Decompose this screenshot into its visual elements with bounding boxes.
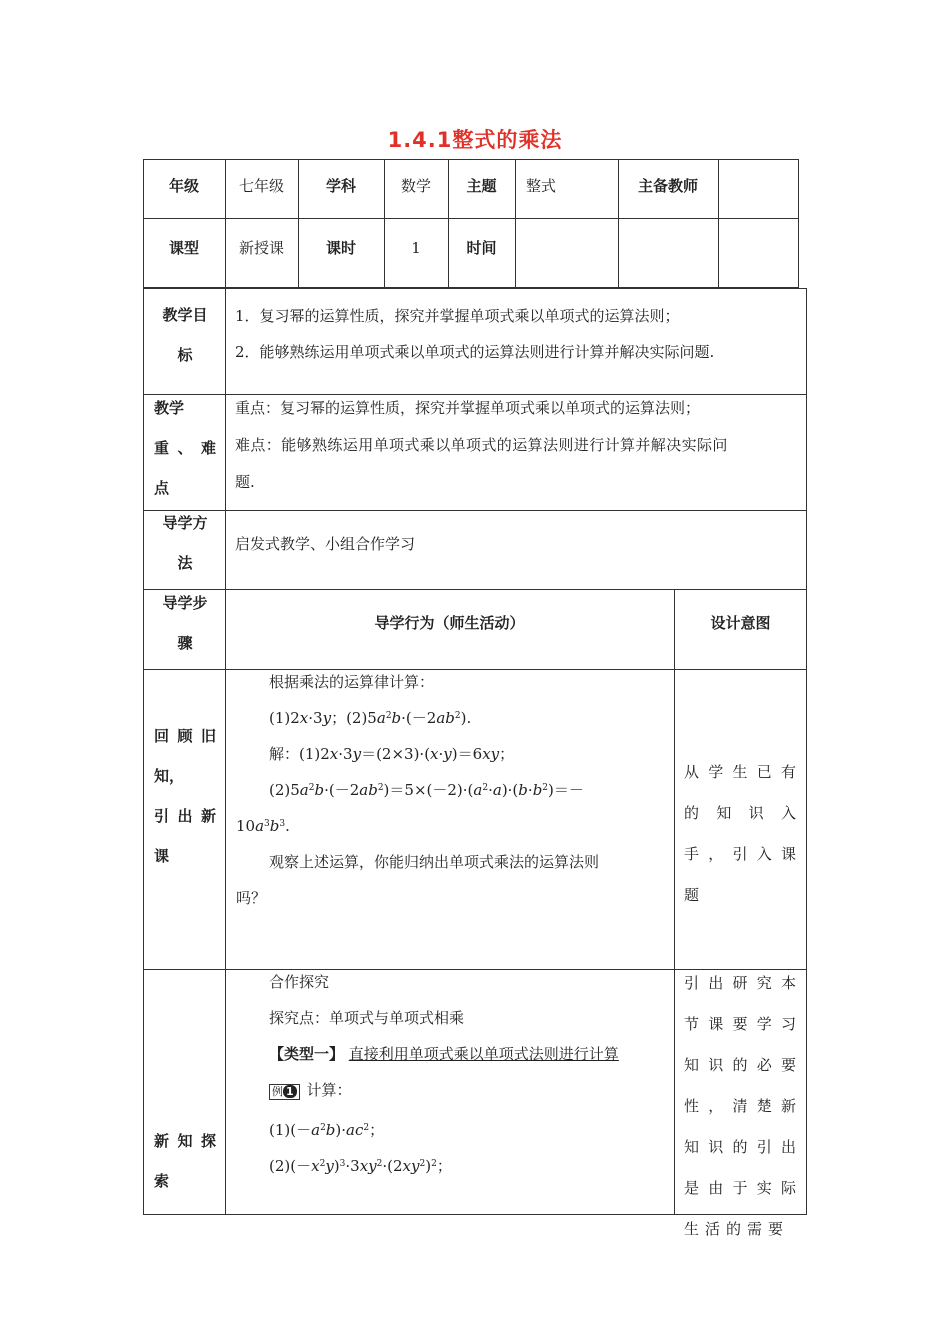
example-number: 1 [283, 1085, 297, 1098]
explore-type [236, 1036, 666, 1072]
grade-label: 年级 [168, 177, 199, 195]
method-label-line: 导学方 [162, 514, 208, 532]
method-value: 启发式教学、小组合作学习 [235, 535, 416, 553]
review-intro: 根据乘法的运算律计算： [269, 673, 435, 691]
explore-point: 探究点：单项式与单项式相乘 [269, 1009, 465, 1027]
review-solution-1: 解：(1)2x·3y＝(2×3)·(x·y)＝6xy； [269, 745, 515, 763]
goals-label [154, 295, 216, 375]
lesson-type-label: 课型 [168, 239, 199, 257]
lesson-type-value: 新授课 [238, 239, 284, 257]
hours-value: 1 [411, 239, 421, 257]
explore-label-line: 索 [154, 1172, 170, 1190]
type-tag: 【类型一】 [269, 1045, 345, 1063]
method-label [154, 503, 216, 583]
steps-label [154, 583, 216, 663]
steps-label-line: 骤 [177, 634, 193, 652]
review-solution-2-cont: $10a^3b^3$. [236, 817, 290, 835]
intent-header: 设计意图 [710, 614, 771, 632]
example-problem-2: $(2)(-x^2y)^3\cdot 3xy^2\cdot(2xy^2)^2$； [269, 1157, 452, 1175]
goal-item: 1．复习幂的运算性质，探究并掌握单项式乘以单项式的运算法则； [235, 307, 680, 325]
keypoints-label-line: 点 [154, 479, 170, 497]
topic-label: 主题 [466, 177, 497, 195]
steps-label-line: 导学步 [162, 594, 208, 612]
explore-heading: 合作探究 [269, 973, 330, 991]
topic-value: 整式 [526, 177, 557, 195]
review-content [236, 664, 666, 916]
example-badge [269, 1084, 300, 1100]
goals-label-line: 标 [177, 346, 193, 364]
review-question: 观察上述运算，你能归纳出单项式乘法的运算法则 [269, 853, 600, 871]
example-line [236, 1072, 666, 1108]
review-label-line: 回顾旧 [154, 727, 216, 745]
review-label [154, 716, 216, 876]
review-solution-2: $(2)5a^2b\cdot(-2ab^2)=5\times(-2)\cdot(a^2\cdot a)\cdot(b\cdot b^2)=-$ [269, 781, 584, 799]
subject-value: 数学 [400, 177, 431, 195]
example-text: 计算： [306, 1081, 352, 1099]
review-label-line: 课 [154, 847, 170, 865]
explore-content [236, 964, 666, 1184]
keypoints-label-line: 教学 [154, 399, 185, 417]
review-design-intent: 从学生已有的知识入手，引入课题 [684, 763, 802, 904]
type-description: 直接利用单项式乘以单项式法则进行计算 [348, 1045, 619, 1063]
difficult-point-cont: 题. [235, 473, 255, 491]
review-label-line: 知， [154, 767, 185, 785]
subject-label: 学科 [325, 177, 356, 195]
hours-label: 课时 [325, 239, 356, 257]
example-tag: 例 [272, 1085, 283, 1098]
review-label-line: 引出新 [154, 807, 216, 825]
explore-label-line: 新知探 [154, 1132, 216, 1150]
time-label: 时间 [466, 239, 497, 257]
goals-label-line: 教学目 [162, 306, 208, 324]
keypoints-label [154, 388, 216, 508]
page-title: 1.4.1整式的乘法 [387, 128, 563, 152]
difficult-point: 难点：能够熟练运用单项式乘以单项式的运算法则进行计算并解决实际问 [235, 436, 728, 454]
key-point: 重点：复习幂的运算性质，探究并掌握单项式乘以单项式的运算法则； [235, 399, 701, 417]
keypoints-label-line: 重、难 [154, 439, 216, 457]
goals-content [235, 298, 800, 370]
activity-header: 导学行为（师生活动） [374, 614, 525, 632]
method-label-line: 法 [177, 554, 193, 572]
grade-value: 七年级 [238, 177, 284, 195]
explore-label [154, 1121, 216, 1201]
example-problem-1: $(1)(-a^2b)\cdot ac^2$； [269, 1121, 385, 1139]
explore-design-intent: 引出研究本节课要学习知识的必要性，清楚新知识的引出是由于实际生活的需要 [684, 974, 802, 1238]
review-question-cont: 吗？ [236, 889, 267, 907]
goal-item: 2．能够熟练运用单项式乘以单项式的运算法则进行计算并解决实际问题. [235, 343, 715, 361]
review-problems: (1)2x·3y；$(2)5a^2b\cdot(-2ab^2)$. [269, 709, 472, 727]
keypoints-content [235, 390, 800, 501]
teacher-label: 主备教师 [637, 177, 698, 195]
